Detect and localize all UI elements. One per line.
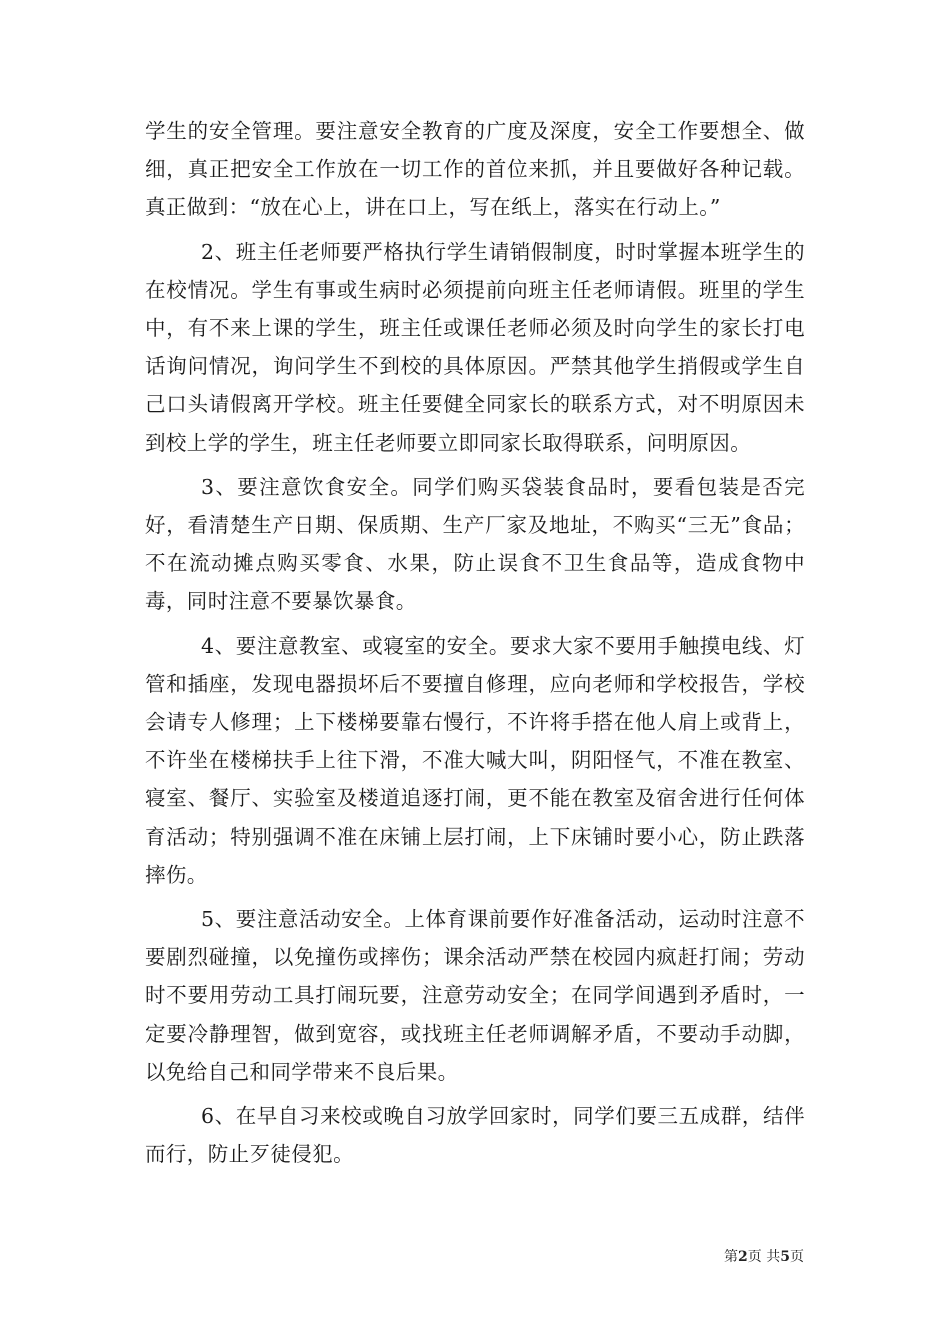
current-page-number: 2 — [738, 1249, 748, 1265]
paragraph-item-2: 2、班主任老师要严格执行学生请销假制度，时时掌握本班学生的在校情况。学生有事或生病时必须提前向班主任老师请假。班里的学生中，有不来上课的学生，班主任或课任老师必须及时向学生的家长打电话询问情况，询问学生不到校的具体原因。严禁其他学生捎假或学生自己口头请假离开学校。班主任要健全同家长的联系方式，对不明原因未到校上学的学生，班主任老师要立即同家长取得联系，问明原因。 — [145, 239, 805, 455]
paragraph-item-3: 3、要注意饮食安全。同学们购买袋装食品时，要看包装是否完好，看清楚生产日期、保质期、生产厂家及地址，不购买“三无”食品；不在流动摊点购买零食、水果，防止误食不卫生食品等，造成食物中毒，同时注意不要暴饮暴食。 — [145, 474, 805, 614]
document-body — [145, 112, 805, 1173]
total-pages-number: 5 — [780, 1249, 790, 1265]
page-footer — [724, 1248, 804, 1266]
footer-prefix: 第 — [724, 1249, 739, 1265]
footer-middle: 页 共 — [747, 1249, 781, 1265]
footer-suffix: 页 — [790, 1249, 804, 1265]
paragraph-item-6: 6、在早自习来校或晚自习放学回家时，同学们要三五成群，结伴而行，防止歹徒侵犯。 — [145, 1104, 805, 1167]
paragraph-item-5: 5、要注意活动安全。上体育课前要作好准备活动，运动时注意不要剧烈碰撞，以免撞伤或摔伤；课余活动严禁在校园内疯赶打闹；劳动时不要用劳动工具打闹玩要，注意劳动安全；在同学间遇到矛盾时，一定要冷静理智，做到宽容，或找班主任老师调解矛盾，不要动手动脚，以免给自己和同学带来不良后果。 — [145, 907, 805, 1084]
paragraph-continuation: 学生的安全管理。要注意安全教育的广度及深度，安全工作要想全、做细，真正把安全工作放在一切工作的首位来抓，并且要做好各种记载。真正做到：“放在心上，讲在口上，写在纸上，落实在行动上。” — [145, 119, 805, 220]
paragraph-item-4: 4、要注意教室、或寝室的安全。要求大家不要用手触摸电线、灯管和插座，发现电器损坏后不要擅自修理，应向老师和学校报告，学校会请专人修理；上下楼梯要靠右慢行，不许将手搭在他人肩上或背上，不许坐在楼梯扶手上往下滑，不准大喊大叫，阴阳怪气，不准在教室、寝室、餐厅、实验室及楼道追逐打闹，更不能在教室及宿舍进行任何体育活动；特别强调不准在床铺上层打闹，上下床铺时要小心，防止跌落摔伤。 — [145, 633, 805, 887]
